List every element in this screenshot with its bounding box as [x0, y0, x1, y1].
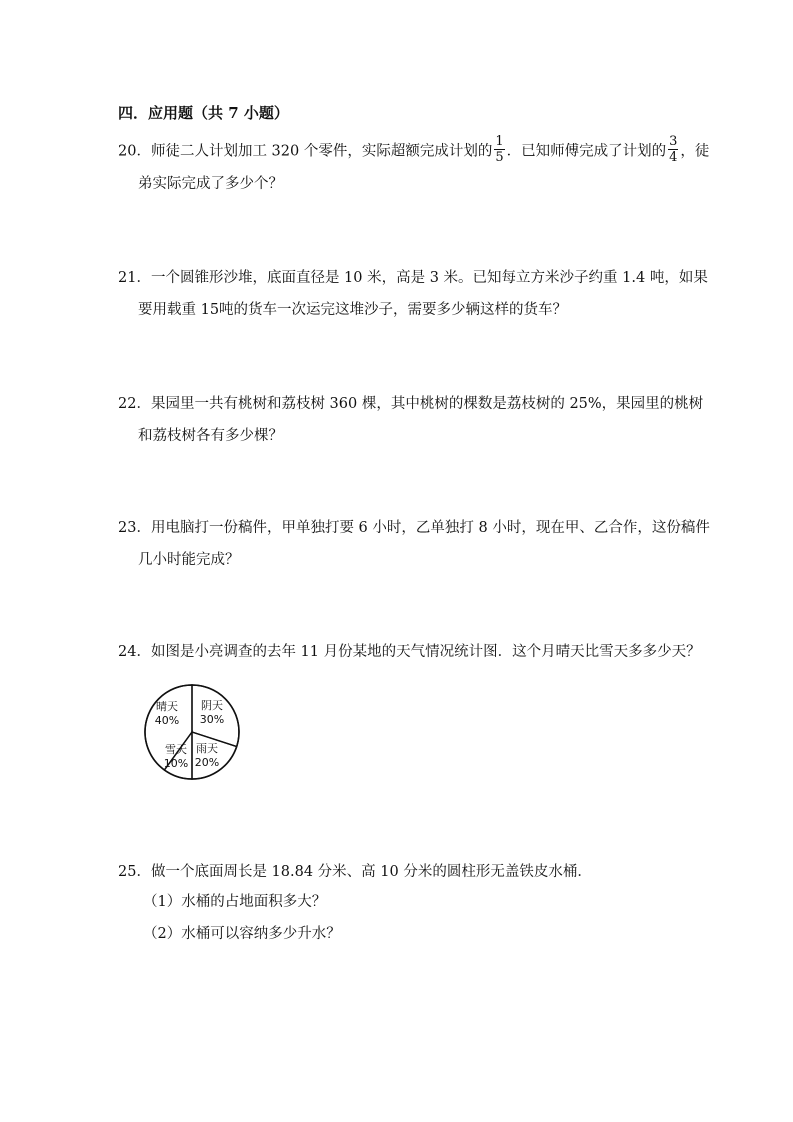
- question-20-line-1: [118, 136, 709, 167]
- question-22-line-1: 22．果园里一共有桃树和荔枝树 360 棵，其中桃树的棵数是荔枝树的 25%，果园里的桃树: [118, 396, 704, 412]
- weather-pie-chart: [142, 682, 242, 782]
- question-21-line-2: 要用载重 15吨的货车一次运完这堆沙子，需要多少辆这样的货车？: [138, 302, 568, 318]
- question-20-text-a: 20．师徒二人计划加工 320 个零件，实际超额完成计划的: [118, 143, 493, 160]
- question-20-line-2: 弟实际完成了多少个？: [138, 176, 283, 192]
- question-25-sub-1: （1）水桶的占地面积多大？: [143, 894, 327, 910]
- question-20-text-b: ．已知师傅完成了计划的: [506, 143, 667, 160]
- fraction-denominator: 4: [669, 150, 678, 165]
- question-25-sub-2: （2）水桶可以容纳多少升水？: [143, 926, 341, 942]
- question-23-line-2: 几小时能完成？: [138, 552, 240, 568]
- question-21-line-1: 21．一个圆锥形沙堆，底面直径是 10 米，高是 3 米。已知每立方米沙子约重 1.4 吨，如果: [118, 270, 708, 286]
- fraction-denominator: 5: [495, 150, 504, 165]
- question-20-text-c: ，徒: [680, 143, 710, 160]
- pie-label-cloudy: 阴天 30%: [199, 699, 225, 726]
- question-25-line-1: 25．做一个底面周长是 18.84 分米、高 10 分米的圆柱形无盖铁皮水桶．: [118, 864, 592, 880]
- question-23-line-1: 23．用电脑打一份稿件，甲单独打要 6 小时，乙单独打 8 小时，现在甲、乙合作，这份稿件: [118, 520, 710, 536]
- pie-label-sunny: 晴天 40%: [154, 700, 180, 727]
- pie-label-snowy: 雪天 10%: [163, 743, 189, 770]
- question-24-line-1: 24．如图是小亮调查的去年 11 月份某地的天气情况统计图．这个月晴天比雪天多多少天？: [118, 644, 701, 660]
- section-title: 四．应用题（共 7 小题）: [118, 104, 289, 122]
- fraction-three-quarters: [668, 134, 678, 165]
- pie-label-rainy: 雨天 20%: [194, 742, 220, 769]
- fraction-one-fifth: [494, 134, 504, 165]
- fraction-numerator: 3: [669, 134, 678, 149]
- question-22-line-2: 和荔枝树各有多少棵？: [138, 428, 283, 444]
- fraction-numerator: 1: [495, 134, 504, 149]
